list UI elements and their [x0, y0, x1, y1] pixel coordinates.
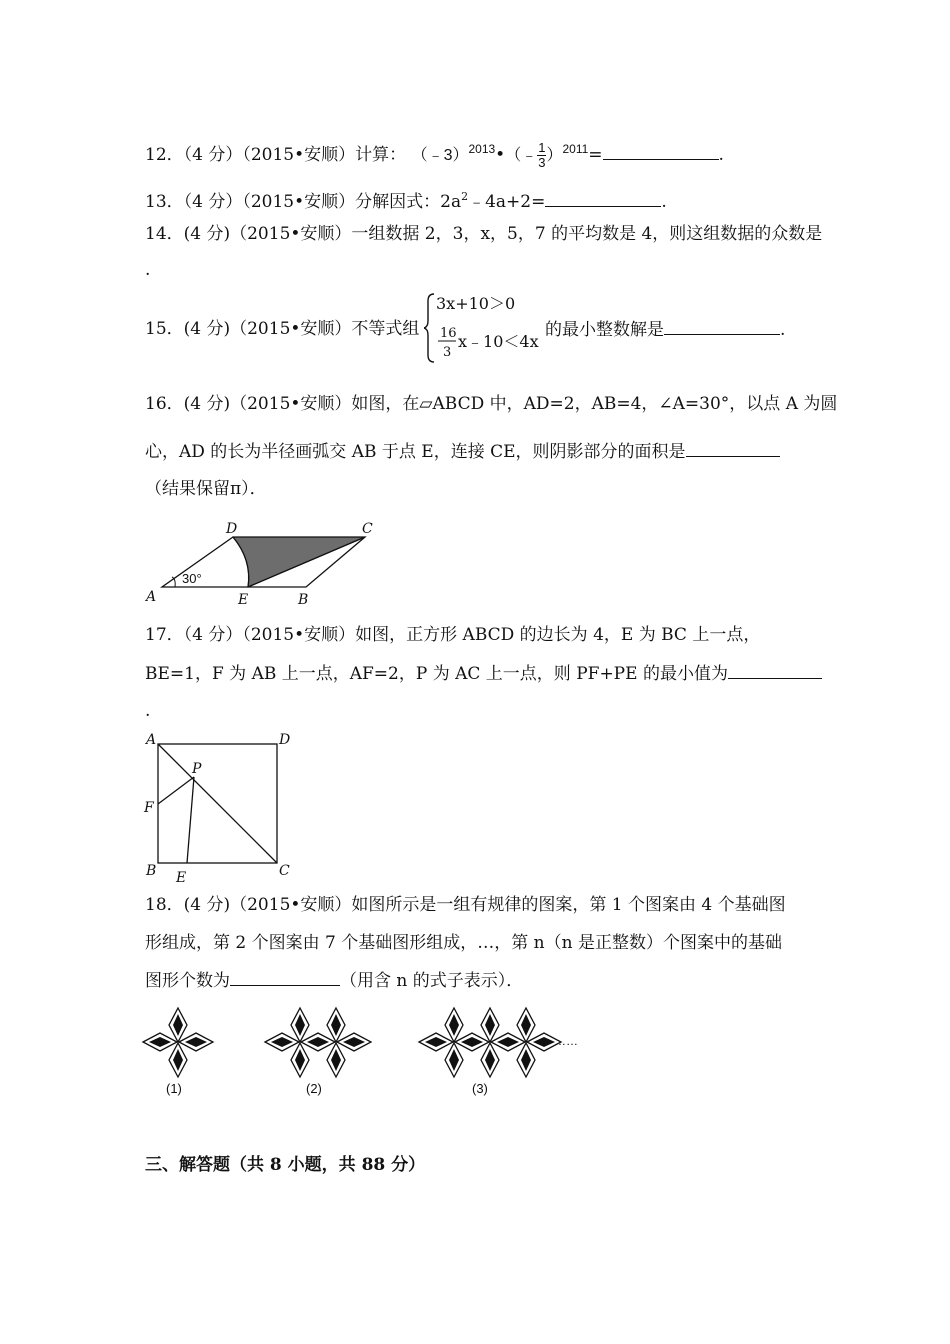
q16-label-d: D [226, 521, 238, 537]
q18-pattern-1 [143, 1008, 213, 1077]
section-heading: 三、解答题（共 8 小题，共 88 分） [145, 1155, 426, 1175]
q18-caption-3: (3) [472, 1081, 488, 1096]
q13-prefix: 13．（4 分）（2015•安顺）分解因式：2a [145, 192, 462, 212]
q18-line3-suffix: （用含 n 的式子表示）． [340, 971, 524, 991]
q12-base2-close: ） [546, 147, 563, 164]
q15-inequality-system [424, 291, 554, 365]
q17-label-d: D [279, 732, 291, 748]
q15-suffix: 的最小整数解是 [545, 320, 664, 340]
question-13 [145, 186, 667, 213]
q12-eq: = [588, 145, 603, 165]
q16-answer-blank[interactable] [686, 440, 780, 457]
question-17-line1: 17．（4 分）（2015•安顺）如图，正方形 ABCD 的边长为 4，E 为 BC 上一点， [145, 625, 761, 645]
q17-label-a: A [146, 732, 157, 748]
q16-label-b: B [298, 592, 309, 608]
question-14 [145, 223, 822, 245]
q17-square-figure [140, 727, 300, 887]
q18-answer-blank[interactable] [230, 969, 340, 986]
q18-caption-2: (2) [306, 1081, 322, 1096]
q12-answer-blank[interactable] [603, 143, 719, 160]
q12-exp2: 2011 [562, 142, 589, 156]
q15-ineq2-num: 16 [440, 326, 457, 341]
q18-pattern-3 [419, 1008, 561, 1077]
q16-shaded-region [233, 537, 365, 587]
q18-dots: …… [554, 1034, 578, 1048]
q12-base1: （﹣3） [411, 147, 469, 164]
q12-base2-open: （﹣ [505, 147, 538, 164]
q17-label-c: C [279, 863, 290, 879]
q16-label-a: A [146, 589, 157, 605]
q13-sup: 2 [461, 190, 469, 203]
q15-answer-blank[interactable] [664, 318, 780, 335]
q17-segment-pe [187, 777, 194, 863]
q12-prefix: 12．（4 分）（2015•安顺）计算： [145, 145, 407, 165]
q15-prefix: 15．(4 分)（2015•安顺）不等式组 [145, 319, 420, 339]
question-18-line2: 形组成，第 2 个图案由 7 个基础图形组成，…，第 n（n 是正整数）个图案中的基础 [145, 933, 782, 953]
q16-label-e: E [238, 592, 249, 608]
q18-line3-prefix: 图形个数为 [145, 971, 230, 991]
q14-end: . [145, 260, 151, 280]
q17-label-b: B [146, 863, 157, 879]
q17-segment-pf [158, 777, 194, 804]
question-16-line2 [145, 440, 780, 463]
q17-label-p: P [192, 761, 202, 777]
q16-label-c: C [362, 521, 373, 537]
q17-answer-blank[interactable] [728, 662, 822, 679]
q13-answer-blank[interactable] [545, 190, 661, 207]
q15-left-brace [424, 294, 434, 362]
q17-diagonal-ac [158, 744, 277, 863]
q12-end: . [718, 145, 724, 165]
question-18-line3 [145, 969, 523, 992]
question-17-line2 [145, 662, 822, 685]
q13-end: . [661, 192, 667, 212]
q12-exp1: 2013 [468, 142, 496, 156]
q12-frac-num: 1 [538, 140, 546, 155]
q18-caption-1: (1) [166, 1081, 182, 1096]
q16-angle-label: 30° [182, 571, 202, 586]
q17-label-e: E [176, 870, 187, 886]
q17-line2-text: BE=1，F 为 AB 上一点，AF=2，P 为 AC 上一点，则 PF+PE 的最小值为 [145, 664, 728, 684]
q18-pattern-figure [140, 1005, 600, 1105]
q14-text: 14．(4 分)（2015•安顺）一组数据 2，3，x，5，7 的平均数是 4，则这组数据的众数是 [145, 224, 823, 244]
q15-end: . [780, 320, 786, 340]
q12-frac-den: 3 [538, 155, 546, 170]
question-16-line1: 16．(4 分)（2015•安顺）如图，在▱ABCD 中，AD=2，AB=4，∠A=30°，以点 A 为圆 [145, 394, 838, 414]
q16-parallelogram-figure [140, 515, 385, 610]
question-12 [145, 138, 724, 170]
q15-tail [545, 318, 785, 341]
question-17-line3: . [145, 701, 151, 721]
q15-ineq1: 3x+10＞0 [436, 294, 516, 313]
q13-rest: ﹣4a+2= [468, 192, 546, 212]
q16-line2-text: 心，AD 的长为半径画弧交 AB 于点 E，连接 CE，则阴影部分的面积是 [145, 442, 686, 462]
question-18-line1: 18．(4 分)（2015•安顺）如图所示是一组有规律的图案，第 1 个图案由 4 个基础图 [145, 895, 786, 915]
q18-pattern-2 [265, 1008, 371, 1077]
q15-ineq2-rest: x﹣10＜4x [458, 332, 539, 351]
question-16-line3: （结果保留π）． [145, 479, 267, 499]
q15-ineq2-den: 3 [443, 345, 452, 360]
q17-label-f: F [144, 800, 154, 816]
question-15 [145, 318, 419, 340]
q12-dot: • [495, 145, 506, 165]
